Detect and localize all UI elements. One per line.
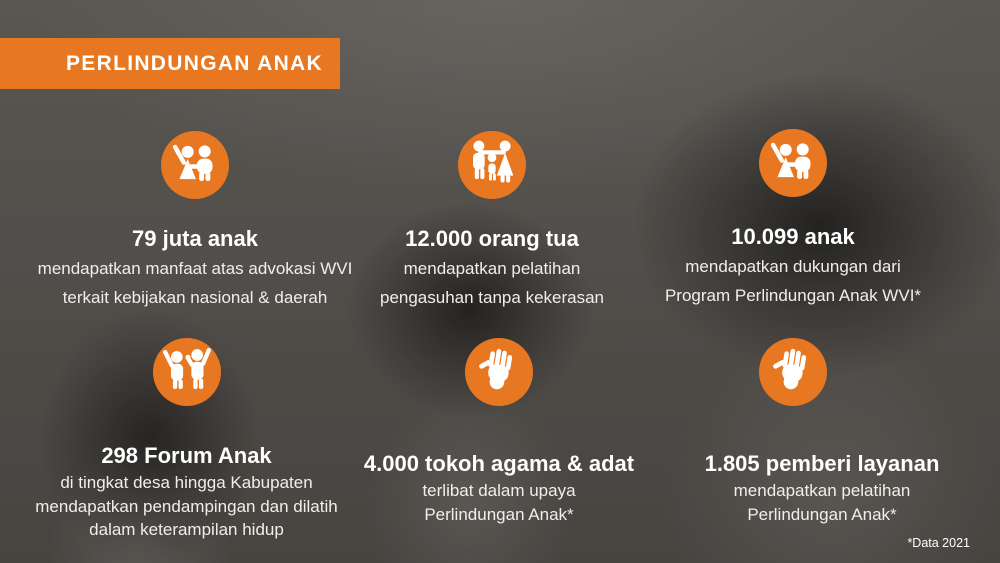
stat-line: Perlindungan Anak* [424,504,574,524]
children-cheering-speaker-icon [153,338,221,406]
title-banner [0,38,340,89]
data-year-footnote: *Data 2021 [907,536,970,550]
stat-line: terkait kebijakan nasional & daerah [62,288,328,307]
stat-description [25,254,365,312]
raised-hand-icon [465,338,533,406]
stat-line: mendapatkan pelatihan [403,259,581,278]
stat-line: dalam keterampilan hidup [89,520,284,539]
stat-line: pengasuhan tanpa kekerasan [379,288,604,307]
stat-block-advocacy [25,131,365,312]
stat-line: Program Perlindungan Anak WVI* [664,286,922,305]
stat-block-program-support [623,129,963,310]
stat-line: mendapatkan dukungan dari [685,257,901,276]
stat-value: 298 Forum Anak [101,443,272,468]
stat-value: 1.805 pemberi layanan [704,451,940,476]
two-children-one-waving-icon [161,131,229,199]
stat-description [325,479,673,526]
stat-description [650,479,994,526]
stat-description [322,254,662,312]
page-title: PERLINDUNGAN ANAK [66,51,323,75]
stat-value: 79 juta anak [132,226,258,251]
two-children-one-waving-icon [759,129,827,197]
stat-block-forum-anak [14,338,359,542]
stat-block-tokoh-agama [325,338,673,526]
stat-line: mendapatkan pelatihan [733,481,911,500]
stat-description [623,252,963,310]
stat-value: 12.000 orang tua [405,226,579,251]
stat-line: Perlindungan Anak* [747,504,897,524]
stat-block-pemberi-layanan [650,338,994,526]
stat-block-parenting [322,131,662,312]
stat-line: terlibat dalam upaya [422,481,576,500]
stat-description [14,471,359,542]
family-parents-child-icon [458,131,526,199]
stat-line: di tingkat desa hingga Kabupaten [60,473,313,492]
stat-value: 4.000 tokoh agama & adat [363,451,635,476]
stat-line: mendapatkan manfaat atas advokasi WVI [37,259,353,278]
stat-line: mendapatkan pendampingan dan dilatih [35,496,338,516]
stat-value: 10.099 anak [731,224,855,249]
raised-hand-icon [759,338,827,406]
